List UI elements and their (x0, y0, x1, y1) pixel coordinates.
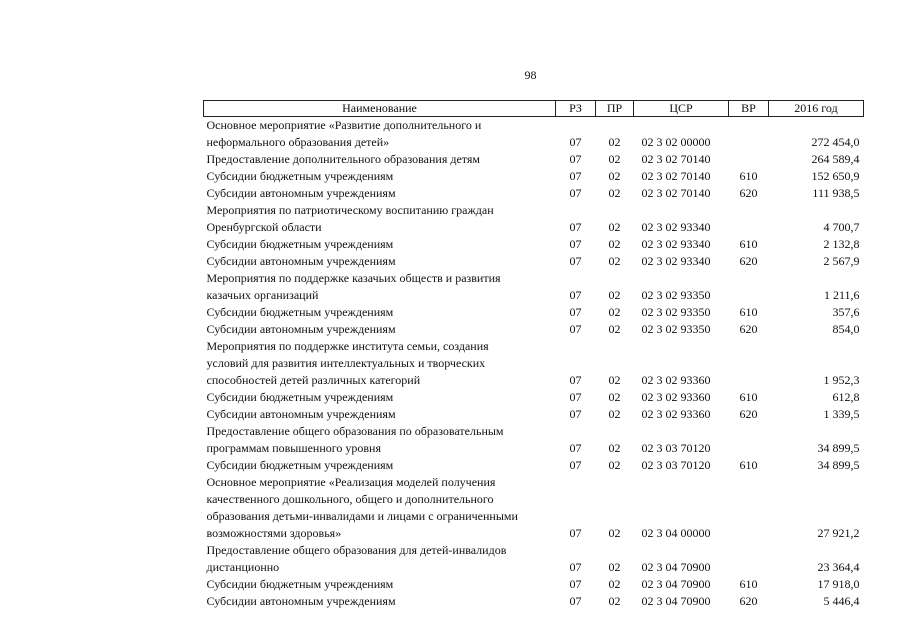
row-csr: 02 3 02 93350 (641, 322, 711, 336)
row-csr: 02 3 02 93340 (641, 254, 711, 268)
row-csr: 02 3 02 93340 (641, 237, 711, 251)
table-row (204, 236, 864, 253)
row-pr: 02 (608, 577, 621, 591)
row-vr: 610 (739, 237, 758, 251)
row-csr: 02 3 02 93360 (641, 373, 711, 387)
row-vr (729, 423, 769, 457)
row-csr: 02 3 02 70140 (641, 186, 711, 200)
table-row (204, 270, 864, 304)
row-name-cell (204, 338, 556, 389)
row-name-cell (204, 185, 556, 202)
row-sum: 854,0 (832, 322, 860, 336)
table-row (204, 389, 864, 406)
row-csr: 02 3 04 70900 (641, 594, 711, 608)
row-vr: 620 (739, 407, 758, 421)
row-sum: 2 567,9 (823, 254, 860, 268)
row-vr (729, 117, 769, 152)
row-csr: 02 3 03 70120 (641, 441, 711, 455)
row-name-line: Предоставление общего образования по образовательным (206, 424, 504, 438)
row-rz: 07 (569, 560, 582, 574)
row-sum: 1 952,3 (823, 373, 860, 387)
row-vr (729, 151, 769, 168)
row-name-line: Субсидии автономным учреждениям (206, 407, 396, 421)
row-pr: 02 (608, 186, 621, 200)
row-vr (729, 474, 769, 542)
table-row (204, 151, 864, 168)
row-vr: 620 (739, 594, 758, 608)
row-vr: 610 (739, 305, 758, 319)
row-name-line: Мероприятия по поддержке института семьи, создания (206, 339, 489, 353)
table-row (204, 576, 864, 593)
table-row (204, 185, 864, 202)
row-rz: 07 (569, 373, 582, 387)
row-rz: 07 (569, 152, 582, 166)
row-name-cell (204, 593, 556, 610)
row-sum: 5 446,4 (823, 594, 860, 608)
row-rz: 07 (569, 390, 582, 404)
row-vr: 620 (739, 186, 758, 200)
row-sum: 4 700,7 (823, 220, 860, 234)
row-name-cell (204, 151, 556, 168)
row-sum: 34 899,5 (817, 441, 860, 455)
row-name-line: неформального образования детей» (206, 135, 390, 149)
table-row (204, 474, 864, 542)
row-name-line: Субсидии бюджетным учреждениям (206, 169, 394, 183)
row-rz: 07 (569, 169, 582, 183)
row-pr: 02 (608, 441, 621, 455)
row-rz: 07 (569, 305, 582, 319)
row-pr: 02 (608, 407, 621, 421)
table-row (204, 406, 864, 423)
row-name-line: Предоставление общего образования для детей-инвалидов (206, 543, 507, 557)
header-rz: РЗ (556, 101, 596, 117)
row-rz: 07 (569, 135, 582, 149)
row-pr: 02 (608, 560, 621, 574)
row-rz: 07 (569, 594, 582, 608)
row-csr: 02 3 04 70900 (641, 577, 711, 591)
row-name-line: Субсидии бюджетным учреждениям (206, 237, 394, 251)
row-name-cell (204, 270, 556, 304)
row-pr: 02 (608, 254, 621, 268)
row-rz: 07 (569, 526, 582, 540)
row-name-line: Субсидии бюджетным учреждениям (206, 305, 394, 319)
row-name-cell (204, 457, 556, 474)
row-csr: 02 3 02 93340 (641, 220, 711, 234)
row-vr: 610 (739, 169, 758, 183)
row-sum: 612,8 (832, 390, 860, 404)
row-name-line: Предоставление дополнительного образования детям (206, 152, 480, 166)
row-vr (729, 338, 769, 389)
table-row (204, 593, 864, 610)
table-row (204, 253, 864, 270)
row-name-cell (204, 253, 556, 270)
row-csr: 02 3 02 93350 (641, 288, 711, 302)
row-csr: 02 3 02 93360 (641, 407, 711, 421)
budget-table (203, 100, 864, 610)
row-vr: 610 (739, 458, 758, 472)
row-name-line: Оренбургской области (206, 220, 322, 234)
row-name-cell (204, 321, 556, 338)
row-csr: 02 3 04 00000 (641, 526, 711, 540)
row-name-cell (204, 474, 556, 542)
row-rz: 07 (569, 254, 582, 268)
row-name-line: Субсидии бюджетным учреждениям (206, 577, 394, 591)
row-name-line: Мероприятия по патриотическому воспитанию граждан (206, 203, 494, 217)
row-pr: 02 (608, 288, 621, 302)
row-name-line: Мероприятия по поддержке казачьих обществ и развития (206, 271, 501, 285)
row-name-line: способностей детей различных категорий (206, 373, 421, 387)
row-sum: 264 589,4 (811, 152, 860, 166)
row-sum: 27 921,2 (817, 526, 860, 540)
row-sum: 23 364,4 (817, 560, 860, 574)
header-row (204, 101, 864, 117)
row-pr: 02 (608, 237, 621, 251)
row-rz: 07 (569, 186, 582, 200)
row-vr: 620 (739, 254, 758, 268)
table-row (204, 202, 864, 236)
row-vr: 620 (739, 322, 758, 336)
row-pr: 02 (608, 169, 621, 183)
row-csr: 02 3 02 70140 (641, 169, 711, 183)
row-csr: 02 3 02 93360 (641, 390, 711, 404)
row-rz: 07 (569, 220, 582, 234)
row-csr: 02 3 02 00000 (641, 135, 711, 149)
header-name: Наименование (204, 101, 556, 117)
row-sum: 357,6 (832, 305, 860, 319)
row-name-cell (204, 576, 556, 593)
row-rz: 07 (569, 288, 582, 302)
row-name-line: Субсидии автономным учреждениям (206, 186, 396, 200)
row-name-line: Субсидии автономным учреждениям (206, 322, 396, 336)
header-pr: ПР (596, 101, 634, 117)
row-pr: 02 (608, 458, 621, 472)
row-name-cell (204, 423, 556, 457)
row-csr: 02 3 02 70140 (641, 152, 711, 166)
row-rz: 07 (569, 577, 582, 591)
row-name-cell (204, 168, 556, 185)
row-sum: 2 132,8 (823, 237, 860, 251)
row-name-line: образования детьми-инвалидами и лицами с ограниченными (206, 509, 518, 523)
row-name-line: возможностями здоровья» (206, 526, 342, 540)
row-name-cell (204, 304, 556, 321)
row-vr (729, 202, 769, 236)
row-name-line: Субсидии бюджетным учреждениям (206, 458, 394, 472)
row-rz: 07 (569, 407, 582, 421)
table-body (204, 117, 864, 611)
row-sum: 1 211,6 (823, 288, 860, 302)
row-name-line: дистанционно (206, 560, 280, 574)
row-sum: 34 899,5 (817, 458, 860, 472)
row-name-line: качественного дошкольного, общего и дополнительного (206, 492, 494, 506)
table-row (204, 117, 864, 152)
table-row (204, 457, 864, 474)
header-vr: ВР (729, 101, 769, 117)
row-name-cell (204, 117, 556, 152)
row-name-cell (204, 542, 556, 576)
header-year: 2016 год (769, 101, 864, 117)
row-sum: 272 454,0 (811, 135, 860, 149)
row-name-line: Основное мероприятие «Развитие дополнительного и (206, 118, 482, 132)
row-name-cell (204, 202, 556, 236)
row-name-line: Субсидии бюджетным учреждениям (206, 390, 394, 404)
table-header (204, 101, 864, 117)
row-pr: 02 (608, 135, 621, 149)
row-name-line: Основное мероприятие «Реализация моделей получения (206, 475, 496, 489)
row-vr: 610 (739, 577, 758, 591)
row-sum: 17 918,0 (817, 577, 860, 591)
row-pr: 02 (608, 526, 621, 540)
row-name-cell (204, 236, 556, 253)
row-csr: 02 3 04 70900 (641, 560, 711, 574)
page-number: 98 (524, 68, 537, 82)
table-row (204, 168, 864, 185)
table-row (204, 321, 864, 338)
row-pr: 02 (608, 373, 621, 387)
row-name-line: Субсидии автономным учреждениям (206, 594, 396, 608)
table-row (204, 338, 864, 389)
table-row (204, 304, 864, 321)
row-name-line: условий для развития интеллектуальных и творческих (206, 356, 486, 370)
row-pr: 02 (608, 305, 621, 319)
row-pr: 02 (608, 390, 621, 404)
row-pr: 02 (608, 322, 621, 336)
row-pr: 02 (608, 594, 621, 608)
row-rz: 07 (569, 237, 582, 251)
row-rz: 07 (569, 441, 582, 455)
row-name-line: программам повышенного уровня (206, 441, 381, 455)
row-rz: 07 (569, 458, 582, 472)
table-row (204, 423, 864, 457)
header-csr: ЦСР (634, 101, 729, 117)
row-rz: 07 (569, 322, 582, 336)
row-vr: 610 (739, 390, 758, 404)
row-vr (729, 270, 769, 304)
row-name-cell (204, 406, 556, 423)
row-name-line: казачьих организаций (206, 288, 319, 302)
row-sum: 1 339,5 (823, 407, 860, 421)
row-csr: 02 3 02 93350 (641, 305, 711, 319)
row-pr: 02 (608, 220, 621, 234)
row-csr: 02 3 03 70120 (641, 458, 711, 472)
row-pr: 02 (608, 152, 621, 166)
table-row (204, 542, 864, 576)
row-name-line: Субсидии автономным учреждениям (206, 254, 396, 268)
row-sum: 152 650,9 (811, 169, 860, 183)
row-sum: 111 938,5 (812, 186, 860, 200)
row-vr (729, 542, 769, 576)
row-name-cell (204, 389, 556, 406)
